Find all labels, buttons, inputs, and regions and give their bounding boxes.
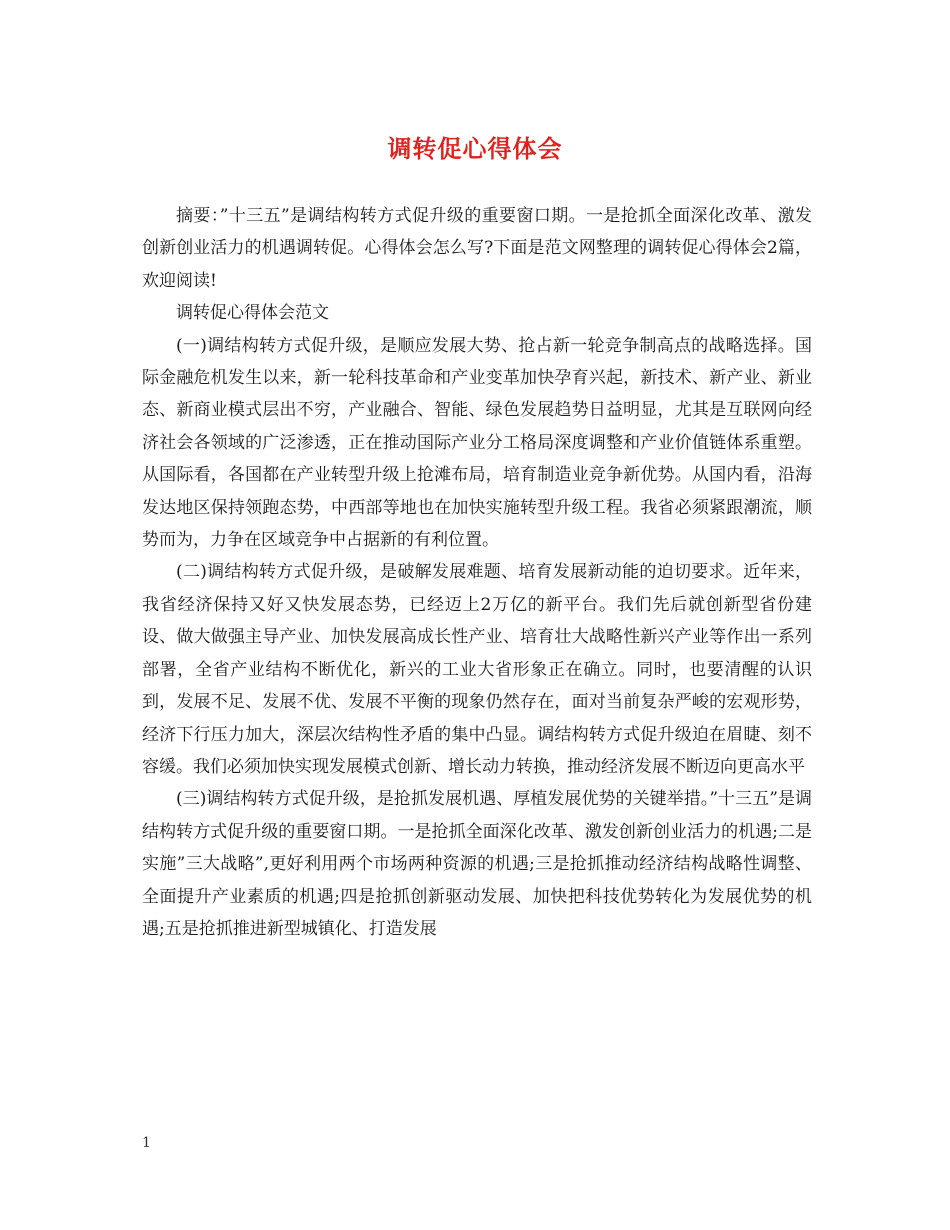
body-paragraph-1: (一)调结构转方式促升级，是顺应发展大势、抢占新一轮竞争制高点的战略选择。国际金融危机发生以来，新一轮科技革命和产业变革加快孕育兴起，新技术、新产业、新业态、新商业模式层出不穷，产业融合、智能、绿色发展趋势日益明显，尤其是互联网向经济社会各领域的广泛渗透，正在推动国际产业分工格局深度调整和产业价值链体系重塑。从国际看，各国都在产业转型升级上抢滩布局，培育制造业竞争新优势。从国内看，沿海发达地区保持领跑态势，中西部等地也在加快实施转型升级工程。我省必须紧跟潮流，顺势而为，力争在区域竞争中占据新的有利位置。 — [142, 335, 812, 551]
document-title: 调转促心得体会 — [387, 134, 563, 163]
page-number: 1 — [142, 1135, 151, 1151]
body-paragraph-3: (三)调结构转方式促升级，是抢抓发展机遇、厚植发展优势的关键举措。”十三五”是调结构转方式促升级的重要窗口期。一是抢抓全面深化改革、激发创新创业活力的机遇;二是实施”三大战略”,更好利用两个市场两种资源的机遇;三是抢抓推动经济结构战略性调整、全面提升产业素质的机遇;四是抢抓创新驱动发展、加快把科技优势转化为发展优势的机遇;五是抢抓推进新型城镇化、打造发展 — [142, 789, 812, 939]
abstract-paragraph: 摘要：”十三五”是调结构转方式促升级的重要窗口期。一是抢抓全面深化改革、激发创新创业活力的机遇调转促。心得体会怎么写?下面是范文网整理的调转促心得体会2篇，欢迎阅读! — [142, 206, 812, 291]
document-body — [142, 200, 812, 945]
section-subheading: 调转促心得体会范文 — [176, 303, 329, 324]
body-paragraph-2: (二)调结构转方式促升级，是破解发展难题、培育发展新动能的迫切要求。近年来，我省经济保持又好又快发展态势，已经迈上2万亿的新平台。我们先后就创新型省份建设、做大做强主导产业、加快发展高成长性产业、培育壮大战略性新兴产业等作出一系列部署，全省产业结构不断优化，新兴的工业大省形象正在确立。同时，也要清醒的认识到，发展不足、发展不优、发展不平衡的现象仍然存在，面对当前复杂严峻的宏观形势，经济下行压力加大，深层次结构性矛盾的集中凸显。调结构转方式促升级迫在眉睫、刻不容缓。我们必须加快实现发展模式创新、增长动力转换，推动经济发展不断迈向更高水平 — [142, 562, 812, 777]
